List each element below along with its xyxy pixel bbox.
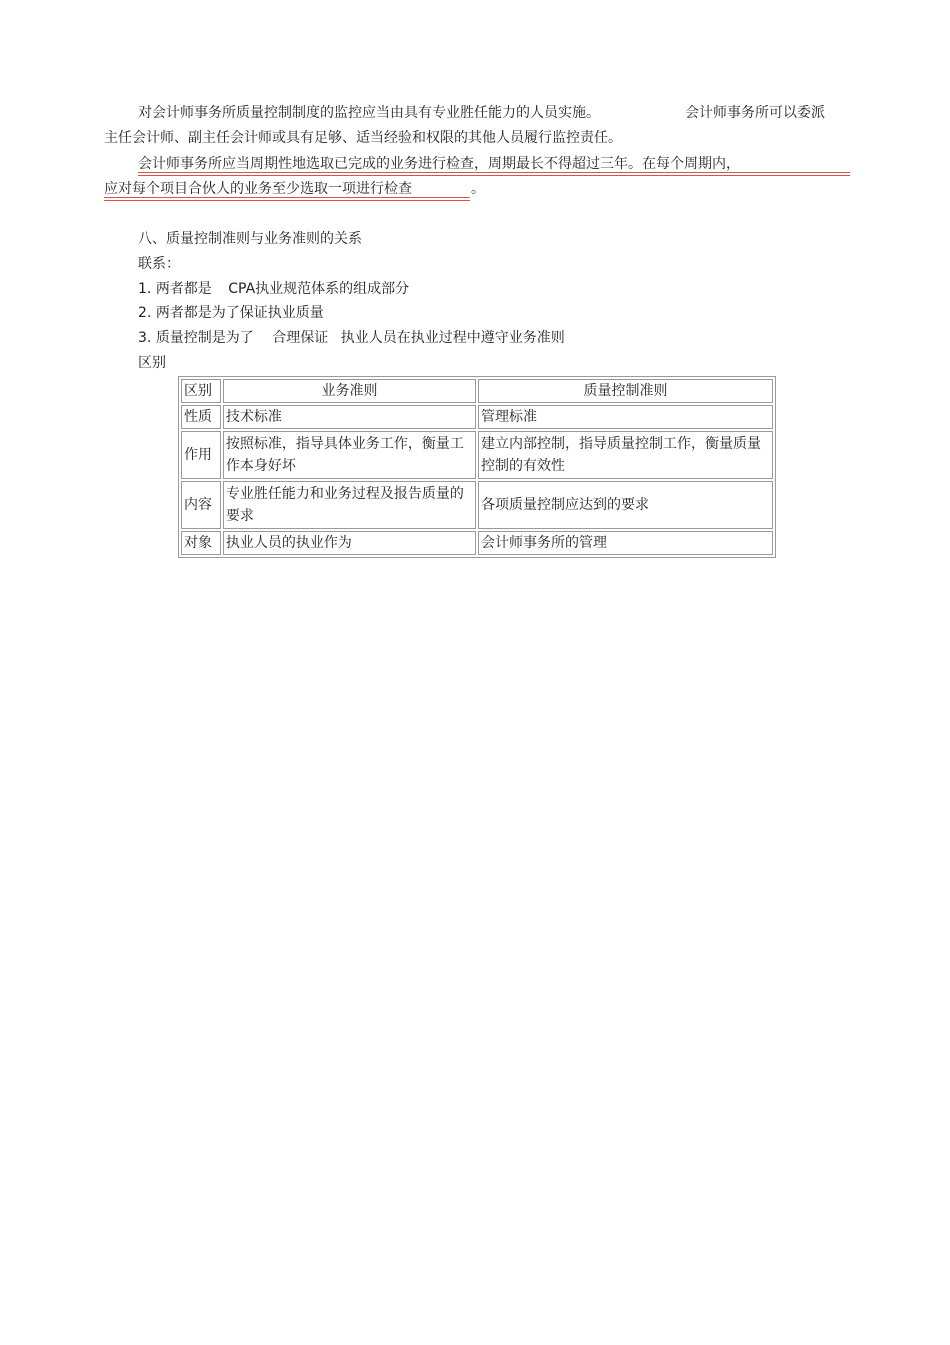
list-item-2-text-a: 两者都是为了保证执业质量 (155, 305, 324, 321)
table-row (181, 531, 773, 555)
list-item-1-text-a: 两者都是 (155, 281, 212, 297)
table-header-cell: 区别 (181, 379, 221, 403)
para1-line1a: 对会计师事务所质量控制制度的监控应当由具有专业胜任能力的人员实施。 (138, 105, 600, 121)
table-cell: 内容 (181, 481, 221, 529)
para2-underline-2b (104, 200, 470, 201)
para2-underline-1a (138, 172, 850, 173)
link-label: 联系： (138, 256, 180, 272)
para1-line1b: 会计师事务所可以委派 (685, 105, 825, 121)
list-item-1 (138, 280, 409, 298)
list-item-2-num: 2. (138, 305, 152, 321)
table-cell: 执业人员的执业作为 (223, 531, 476, 555)
table-cell: 各项质量控制应达到的要求 (478, 481, 773, 529)
table-cell: 建立内部控制，指导质量控制工作，衡量质量控制的有效性 (478, 431, 773, 479)
para2-line2: 应对每个项目合伙人的业务至少选取一项进行检查 (104, 181, 412, 197)
list-item-2 (138, 304, 324, 322)
comparison-table (178, 376, 776, 558)
table-header-row (181, 379, 773, 403)
table-row (181, 405, 773, 429)
list-item-3-num: 3. (138, 330, 152, 346)
list-item-3-text-a: 质量控制是为了 (155, 330, 254, 346)
table-cell: 性质 (181, 405, 221, 429)
list-item-3 (138, 329, 565, 347)
table-cell: 对象 (181, 531, 221, 555)
table-cell: 技术标准 (223, 405, 476, 429)
section-heading: 八、质量控制准则与业务准则的关系 (138, 231, 362, 247)
diff-label: 区别 (138, 355, 166, 371)
table-header-cell: 业务准则 (223, 379, 476, 403)
table-cell: 作用 (181, 431, 221, 479)
table-cell: 专业胜任能力和业务过程及报告质量的要求 (223, 481, 476, 529)
para2-underline-1b (138, 175, 850, 176)
table-cell: 会计师事务所的管理 (478, 531, 773, 555)
table-row (181, 481, 773, 529)
table-cell: 按照标准，指导具体业务工作，衡量工作本身好坏 (223, 431, 476, 479)
table-header-cell: 质量控制准则 (478, 379, 773, 403)
para2-line2-end: 。 (471, 181, 485, 197)
table-cell: 管理标准 (478, 405, 773, 429)
list-item-1-num: 1. (138, 281, 152, 297)
list-item-1-text-b: CPA执业规范体系的组成部分 (228, 281, 410, 297)
list-item-3-text-b: 合理保证 (272, 330, 329, 346)
list-item-3-text-c: 执业人员在执业过程中遵守业务准则 (340, 330, 565, 346)
table-row (181, 431, 773, 479)
para2-underline-2a (104, 197, 470, 198)
para1-line2: 主任会计师、副主任会计师或具有足够、适当经验和权限的其他人员履行监控责任。 (104, 130, 622, 146)
para2-line1: 会计师事务所应当周期性地选取已完成的业务进行检查，周期最长不得超过三年。在每个周期内， (138, 156, 740, 172)
